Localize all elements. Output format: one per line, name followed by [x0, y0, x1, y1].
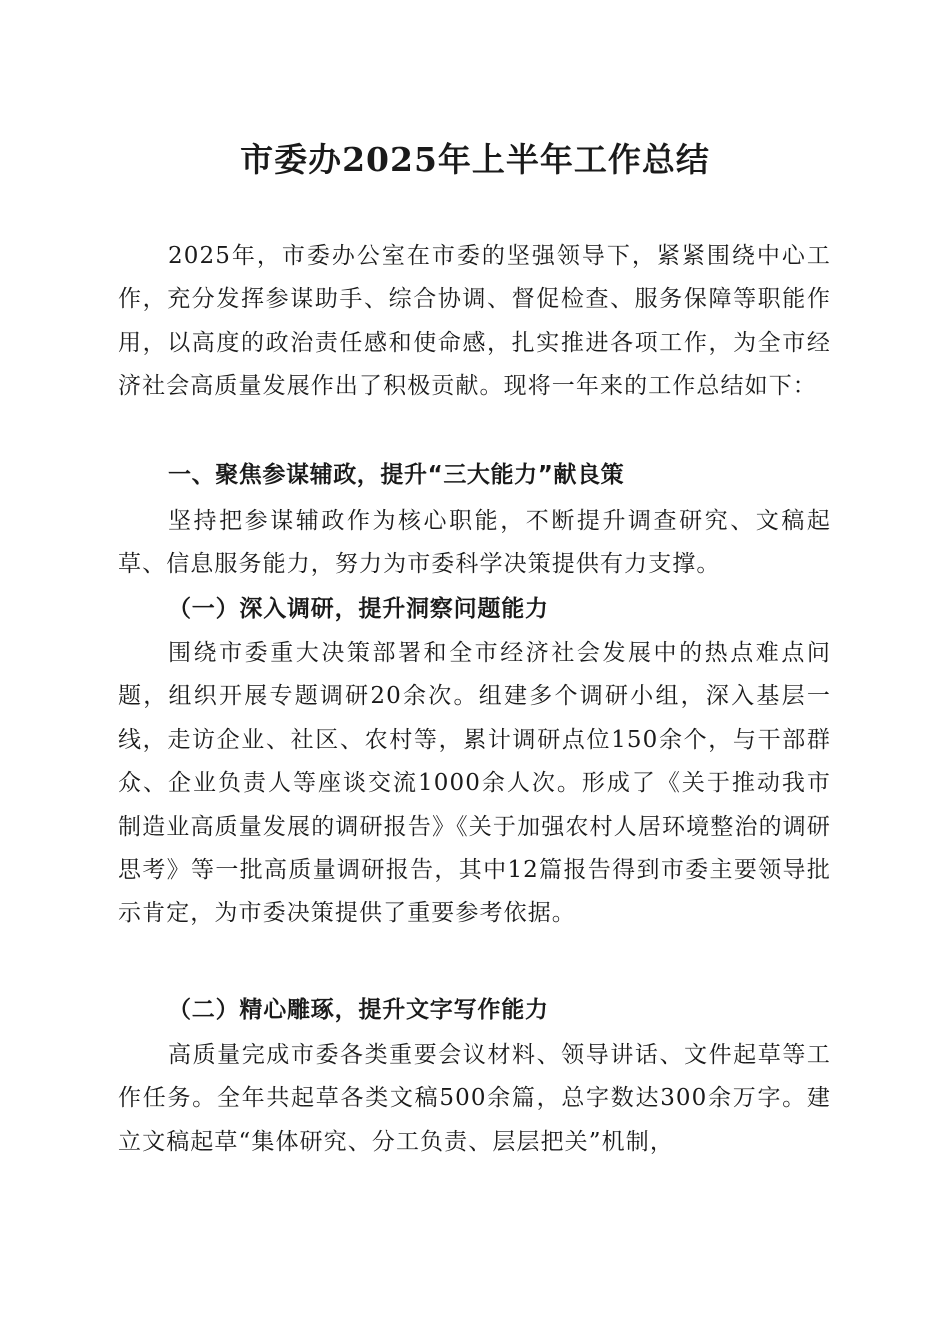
intro-paragraph: 2025年，市委办公室在市委的坚强领导下，紧紧围绕中心工作，充分发挥参谋助手、综合协调、督促检查、服务保障等职能作用，以高度的政治责任感和使命感，扎实推进各项工作，为全市经济社会高质量发展作出了积极贡献。现将一年来的工作总结如下：: [118, 243, 831, 400]
section1-intro-paragraph: 坚持把参谋辅政作为核心职能，不断提升调查研究、文稿起草、信息服务能力，努力为市委科学决策提供有力支撑。: [118, 508, 831, 578]
sub2-paragraph: 高质量完成市委各类重要会议材料、领导讲话、文件起草等工作任务。全年共起草各类文稿500余篇，总字数达300余万字。建立文稿起草“集体研究、分工负责、层层把关”机制，: [118, 1042, 831, 1155]
sub2-text-block: [118, 1034, 831, 1164]
section1-heading-block: [118, 454, 831, 497]
sub1-text-block: [118, 632, 831, 936]
sub1-heading-block: [118, 587, 831, 630]
sub2-heading-block: [118, 988, 831, 1031]
sub1-heading: （一）深入调研，提升洞察问题能力: [168, 595, 549, 622]
document-title: 市委办2025年上半年工作总结: [240, 140, 710, 179]
section1-heading: 一、聚焦参谋辅政，提升“三大能力”献良策: [168, 462, 625, 488]
section1-intro-block: [118, 500, 831, 587]
intro-block: [118, 235, 831, 409]
sub1-paragraph: 围绕市委重大决策部署和全市经济社会发展中的热点难点问题，组织开展专题调研20余次。组建多个调研小组，深入基层一线，走访企业、社区、农村等，累计调研点位150余个，与干部群众、企业负责人等座谈交流1000余人次。形成了《关于推动我市制造业高质量发展的调研报告》《关于加强农村人居环境整治的调研思考》等一批高质量调研报告，其中12篇报告得到市委主要领导批示肯定，为市委决策提供了重要参考依据。: [118, 640, 831, 927]
sub2-heading: （二）精心雕琢，提升文字写作能力: [168, 996, 549, 1023]
